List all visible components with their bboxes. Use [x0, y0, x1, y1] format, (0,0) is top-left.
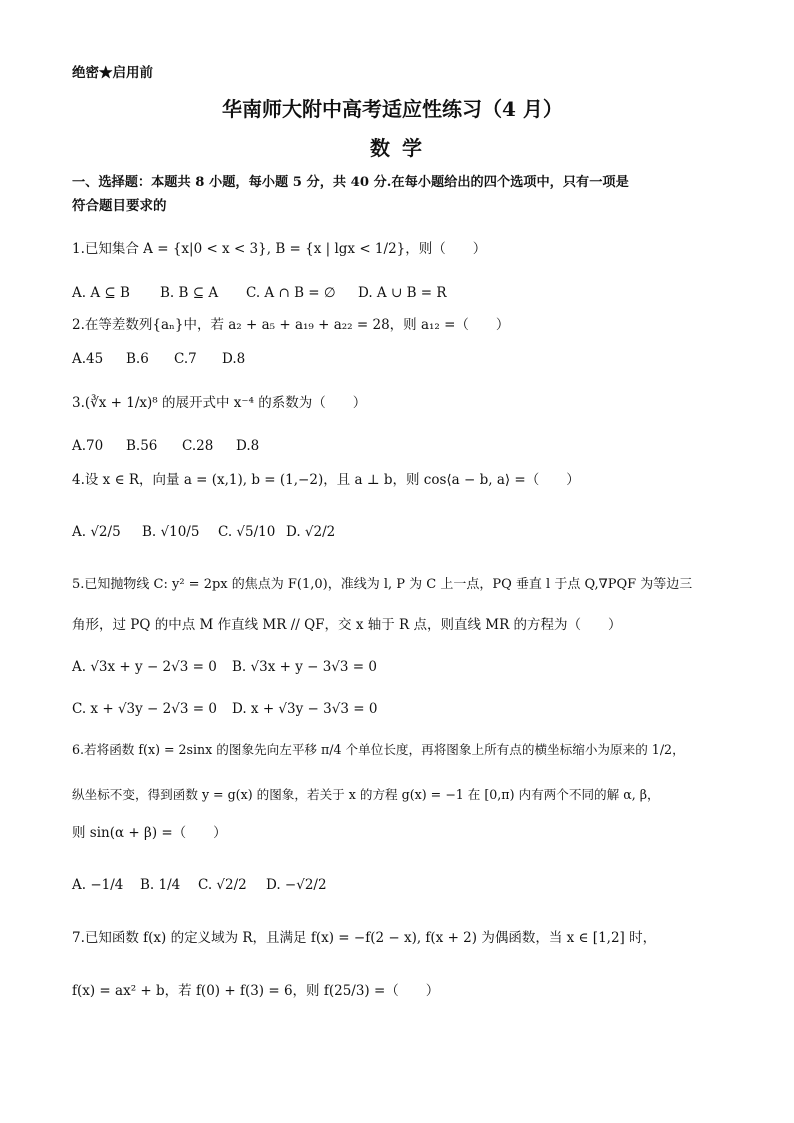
exam-title: 华南师大附中高考适应性练习（4 月） [222, 97, 563, 121]
question-1-stem: 1.已知集合 A = {x|0 < x < 3}, B = {x | lgx < 1/2}，则（ ） [72, 241, 487, 257]
question-5-stem-line2: 角形，过 PQ 的中点 M 作直线 MR // QF，交 x 轴于 R 点，则直线 MR 的方程为（ ） [72, 617, 622, 633]
question-2-option-c: C.7 [174, 351, 197, 367]
question-3-option-d: D.8 [236, 438, 260, 454]
question-5-option-b: B. √3x + y − 3√3 = 0 [232, 659, 377, 675]
subject-title: 数学 [370, 136, 434, 160]
question-2-stem: 2.在等差数列{aₙ}中，若 a₂ + a₅ + a₁₉ + a₂₂ = 28，则 a₁₂ =（ ） [72, 317, 510, 333]
question-6-stem-line1: 6.若将函数 f(x) = 2sinx 的图象先向左平移 π/4 个单位长度，再将图象上所有点的横坐标缩小为原来的 1/2， [72, 742, 685, 757]
question-3-option-b: B.56 [126, 438, 158, 454]
question-7-stem-line2: f(x) = ax² + b，若 f(0) + f(3) = 6，则 f(25/3) =（ ） [72, 983, 440, 999]
section-heading-line1: 一、选择题：本题共 8 小题，每小题 5 分，共 40 分.在每小题给出的四个选项中，只有一项是 [72, 175, 629, 190]
question-6-option-a: A. −1/4 [72, 877, 124, 893]
question-4-option-d: D. √2/2 [286, 524, 336, 540]
question-6-option-c: C. √2/2 [198, 877, 247, 893]
question-1-option-c: C. A ∩ B = ∅ [246, 285, 336, 301]
question-2-option-a: A.45 [72, 351, 104, 367]
question-5-option-d: D. x + √3y − 3√3 = 0 [232, 701, 378, 717]
question-3-option-c: C.28 [182, 438, 214, 454]
secret-label: 绝密★启用前 [72, 65, 153, 81]
question-6-option-b: B. 1/4 [140, 877, 181, 893]
question-2-option-b: B.6 [126, 351, 149, 367]
question-5-stem-line1: 5.已知抛物线 C: y² = 2px 的焦点为 F(1,0)，准线为 l, P 为 C 上一点，PQ 垂直 l 于点 Q,∇PQF 为等边三 [72, 577, 693, 592]
question-6-stem-line2: 纵坐标不变，得到函数 y = g(x) 的图象，若关于 x 的方程 g(x) = −1 在 [0,π) 内有两个不同的解 α, β， [72, 787, 660, 802]
question-4-option-a: A. √2/5 [72, 524, 121, 540]
question-7-stem-line1: 7.已知函数 f(x) 的定义域为 R，且满足 f(x) = −f(2 − x), f(x + 2) 为偶函数，当 x ∈ [1,2] 时， [72, 930, 657, 946]
question-5-option-a: A. √3x + y − 2√3 = 0 [72, 659, 217, 675]
question-4-option-b: B. √10/5 [142, 524, 200, 540]
question-3-option-a: A.70 [72, 438, 104, 454]
question-6-stem-line3: 则 sin(α + β) =（ ） [72, 825, 227, 841]
question-5-option-c: C. x + √3y − 2√3 = 0 [72, 701, 217, 717]
question-3-stem: 3.(∛x + 1/x)⁸ 的展开式中 x⁻⁴ 的系数为（ ） [72, 395, 367, 411]
question-1-option-b: B. B ⊆ A [160, 285, 219, 301]
question-2-option-d: D.8 [222, 351, 246, 367]
section-heading-line2: 符合题目要求的 [72, 198, 167, 214]
question-4-stem: 4.设 x ∈ R，向量 a = (x,1), b = (1,−2)，且 a ⊥ b，则 cos⟨a − b, a⟩ =（ ） [72, 472, 580, 488]
question-1-option-a: A. A ⊆ B [72, 285, 130, 301]
question-6-option-d: D. −√2/2 [266, 877, 327, 893]
question-1-option-d: D. A ∪ B = R [358, 285, 447, 301]
question-4-option-c: C. √5/10 [218, 524, 276, 540]
